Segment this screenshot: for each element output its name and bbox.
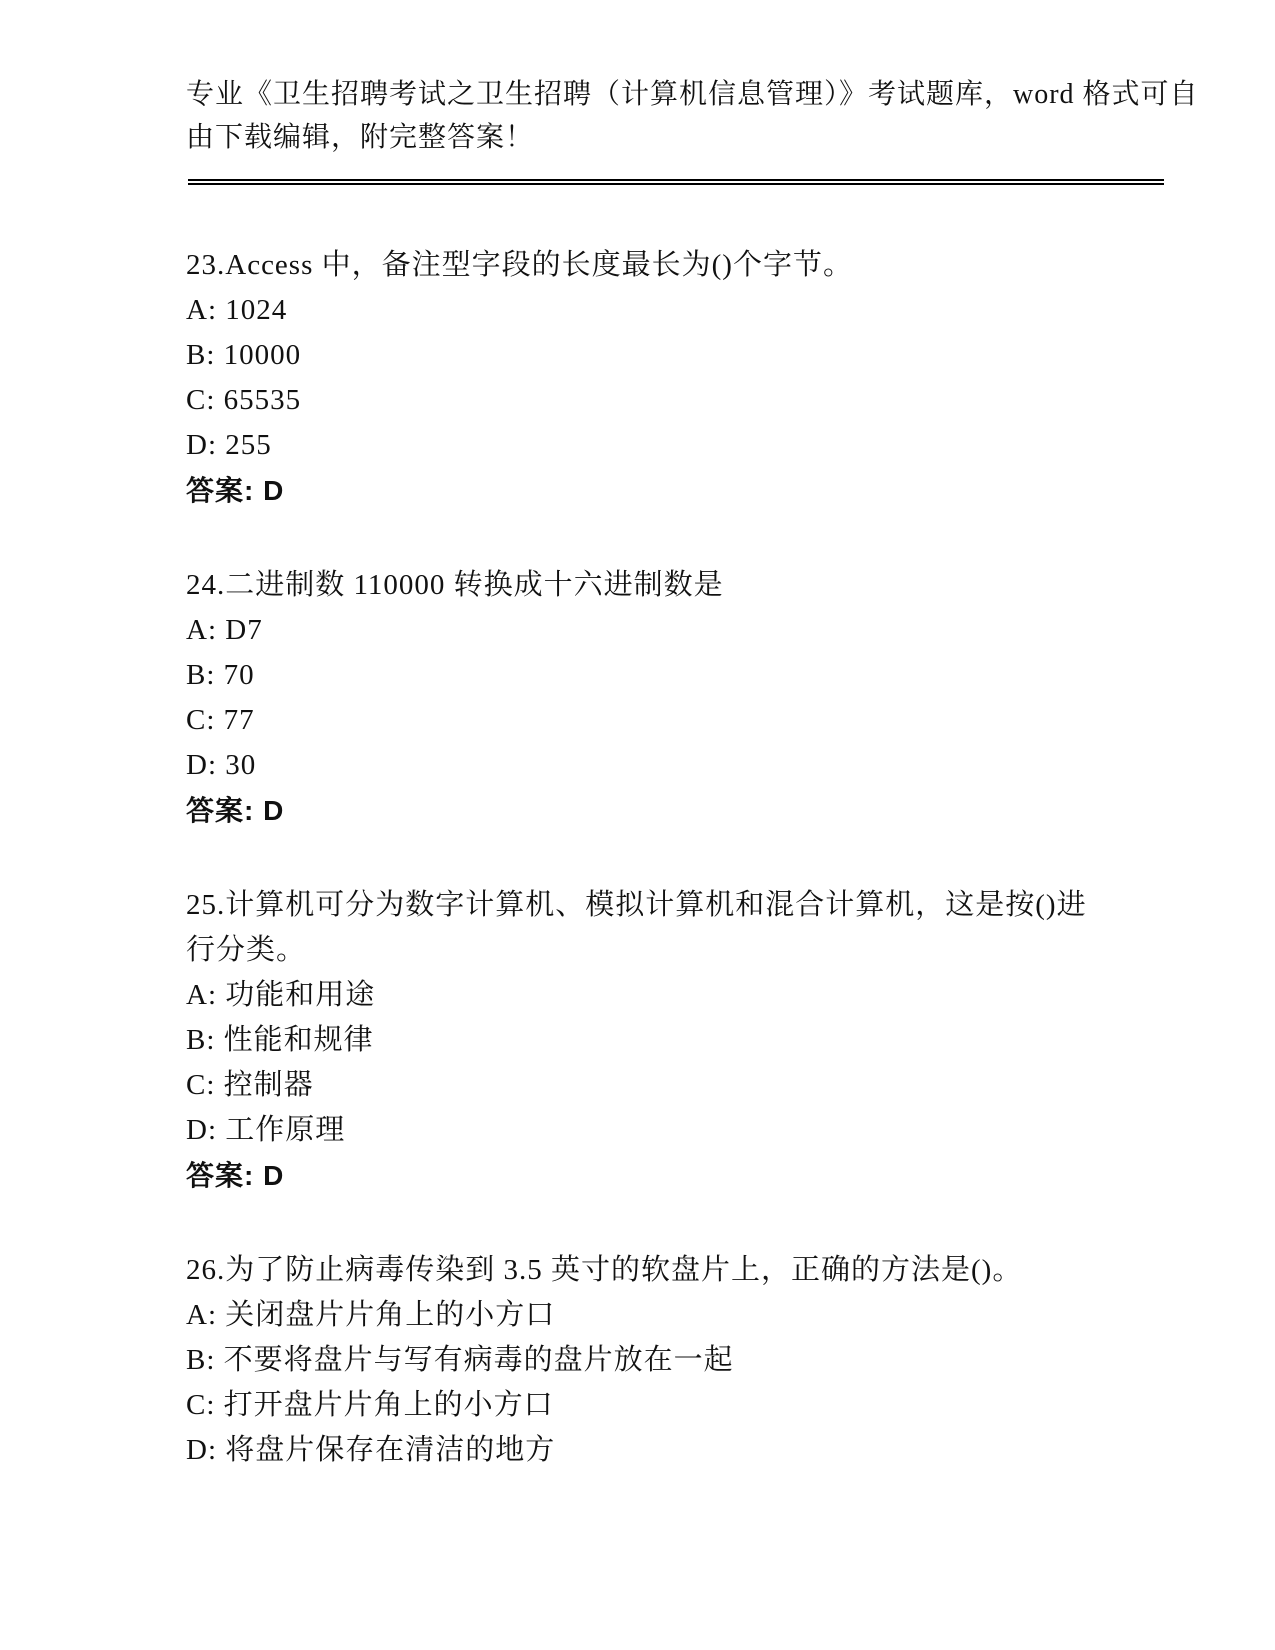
answer-line: 答案: D	[186, 475, 285, 506]
option-line: A: D7	[186, 614, 263, 646]
question-text-line: 23.Access 中，备注型字段的长度最长为()个字节。	[186, 249, 853, 281]
option-list	[186, 1293, 1170, 1473]
option-line: C: 65535	[186, 384, 302, 416]
option-line: C: 控制器	[186, 1069, 314, 1101]
question-text	[186, 883, 1170, 973]
question-text-line: 24.二进制数 110000 转换成十六进制数是	[186, 569, 724, 601]
option-line: C: 77	[186, 704, 255, 736]
answer-line: 答案: D	[186, 1160, 285, 1191]
header-text-line-2: 由下载编辑，附完整答案！	[186, 122, 535, 153]
question-text	[186, 1248, 1170, 1293]
header-text-line-1: 专业《卫生招聘考试之卫生招聘（计算机信息管理）》考试题库，word 格式可自	[186, 79, 1199, 110]
question-block	[186, 1248, 1170, 1473]
option-line: D: 255	[186, 429, 272, 461]
question-block	[186, 243, 1170, 513]
option-list	[186, 973, 1170, 1153]
option-line: D: 将盘片保存在清洁的地方	[186, 1434, 556, 1466]
document-header	[186, 73, 1199, 159]
option-list	[186, 608, 1170, 788]
question-block	[186, 883, 1170, 1198]
option-line: C: 打开盘片片角上的小方口	[186, 1389, 554, 1421]
option-line: A: 功能和用途	[186, 979, 376, 1011]
question-text	[186, 563, 1170, 608]
question-block	[186, 563, 1170, 833]
question-text	[186, 243, 1170, 288]
question-list	[186, 185, 1170, 1473]
option-line: B: 10000	[186, 339, 302, 371]
option-line: D: 30	[186, 749, 257, 781]
option-list	[186, 288, 1170, 468]
option-line: B: 性能和规律	[186, 1024, 374, 1056]
question-text-line: 25.计算机可分为数字计算机、模拟计算机和混合计算机，这是按()进	[186, 889, 1087, 921]
option-line: B: 不要将盘片与写有病毒的盘片放在一起	[186, 1344, 734, 1376]
question-text-line: 行分类。	[186, 934, 307, 966]
answer-line: 答案: D	[186, 795, 285, 826]
question-text-line: 26.为了防止病毒传染到 3.5 英寸的软盘片上，正确的方法是()。	[186, 1254, 1023, 1286]
option-line: D: 工作原理	[186, 1114, 346, 1146]
option-line: B: 70	[186, 659, 255, 691]
option-line: A: 1024	[186, 294, 288, 326]
option-line: A: 关闭盘片片角上的小方口	[186, 1299, 556, 1331]
